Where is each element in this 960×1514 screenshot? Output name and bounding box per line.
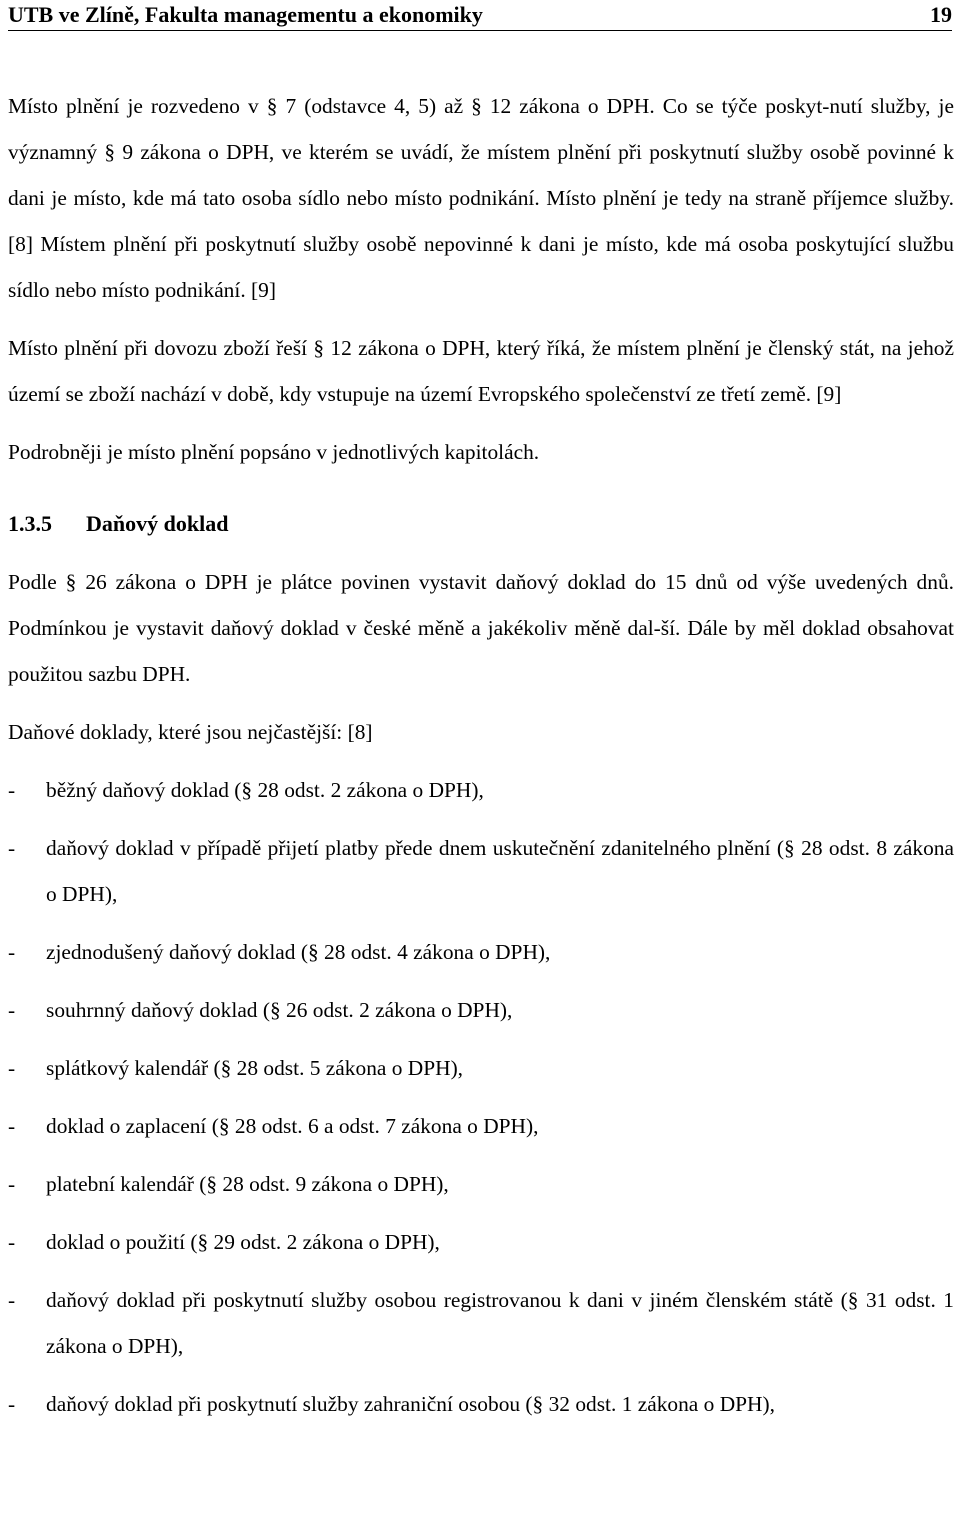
list-item — [8, 1103, 954, 1149]
list-dash: - — [8, 1392, 16, 1416]
page-body — [8, 83, 954, 1439]
list-item — [8, 929, 954, 975]
section-title: Daňový doklad — [86, 511, 229, 536]
paragraph-details: Podrobněji je místo plnění popsáno v jednotlivých kapitolách. — [8, 440, 540, 464]
paragraph-import: Místo plnění při dovozu zboží řeší § 12 zákona o DPH, který říká, že místem plnění je členský stát, na jehož území se zboží nachází v době, kdy vstupuje na území Evropského společenství ze třetí země. [9] — [8, 336, 954, 406]
list-dash: - — [8, 998, 16, 1022]
list-item-text: doklad o zaplacení (§ 28 odst. 6 a odst. 7 zákona o DPH), — [46, 1114, 539, 1138]
list-item-text: souhrnný daňový doklad (§ 26 odst. 2 zákona o DPH), — [46, 998, 513, 1022]
list-item-text: daňový doklad při poskytnutí služby zahraniční osobou (§ 32 odst. 1 zákona o DPH), — [46, 1392, 775, 1416]
section-number: 1.3.5 — [8, 511, 52, 536]
list-item-text: zjednodušený daňový doklad (§ 28 odst. 4 zákona o DPH), — [46, 940, 551, 964]
list-item — [8, 1219, 954, 1265]
page-header — [8, 0, 952, 31]
list-dash: - — [8, 836, 16, 860]
header-title: UTB ve Zlíně, Fakulta managementu a ekonomiky — [8, 2, 483, 27]
list-item-text: daňový doklad při poskytnutí služby osobou registrovanou k dani v jiném členském státě (§ 31 odst. 1 zákona o DPH), — [46, 1288, 954, 1358]
list-dash: - — [8, 1172, 16, 1196]
paragraph-list-intro: Daňové doklady, které jsou nejčastější: [8] — [8, 720, 373, 744]
list-dash: - — [8, 1288, 16, 1312]
list-item — [8, 1381, 954, 1427]
list-dash: - — [8, 1114, 16, 1138]
tax-document-list — [8, 767, 954, 1427]
list-item-text: doklad o použití (§ 29 odst. 2 zákona o DPH), — [46, 1230, 440, 1254]
list-item-text: splátkový kalendář (§ 28 odst. 5 zákona o DPH), — [46, 1056, 464, 1080]
section-heading — [8, 501, 954, 547]
list-item-text: běžný daňový doklad (§ 28 odst. 2 zákona o DPH), — [46, 778, 484, 802]
list-item — [8, 767, 954, 813]
list-item — [8, 987, 954, 1033]
list-dash: - — [8, 778, 16, 802]
list-dash: - — [8, 1230, 16, 1254]
list-item — [8, 1277, 954, 1369]
list-item — [8, 825, 954, 917]
paragraph-tax-document: Podle § 26 zákona o DPH je plátce povinen vystavit daňový doklad do 15 dnů od výše uvedených dnů. Podmínkou je vystavit daňový doklad v české měně a jakékoliv měně dal-ší. Dále by měl doklad obsahovat použitou sazbu DPH. — [8, 570, 954, 686]
list-item — [8, 1045, 954, 1091]
list-dash: - — [8, 940, 16, 964]
list-item-text: platební kalendář (§ 28 odst. 9 zákona o DPH), — [46, 1172, 449, 1196]
paragraph-place-of-supply: Místo plnění je rozvedeno v § 7 (odstavce 4, 5) až § 12 zákona o DPH. Co se týče poskyt-nutí služby, je významný § 9 zákona o DPH, ve kterém se uvádí, že místem plnění při poskytnutí služby osobě povinné k dani je místo, kde má tato osoba sídlo nebo místo podnikání. Místo plnění je tedy na straně příjemce služby. [8] Místem plnění při poskytnutí služby osobě nepovinné k dani je místo, kde má osoba poskytující službu sídlo nebo místo podnikání. [9] — [8, 94, 954, 302]
list-item — [8, 1161, 954, 1207]
page-number: 19 — [930, 2, 952, 27]
list-dash: - — [8, 1056, 16, 1080]
list-item-text: daňový doklad v případě přijetí platby přede dnem uskutečnění zdanitelného plnění (§ 28 odst. 8 zákona o DPH), — [46, 836, 954, 906]
